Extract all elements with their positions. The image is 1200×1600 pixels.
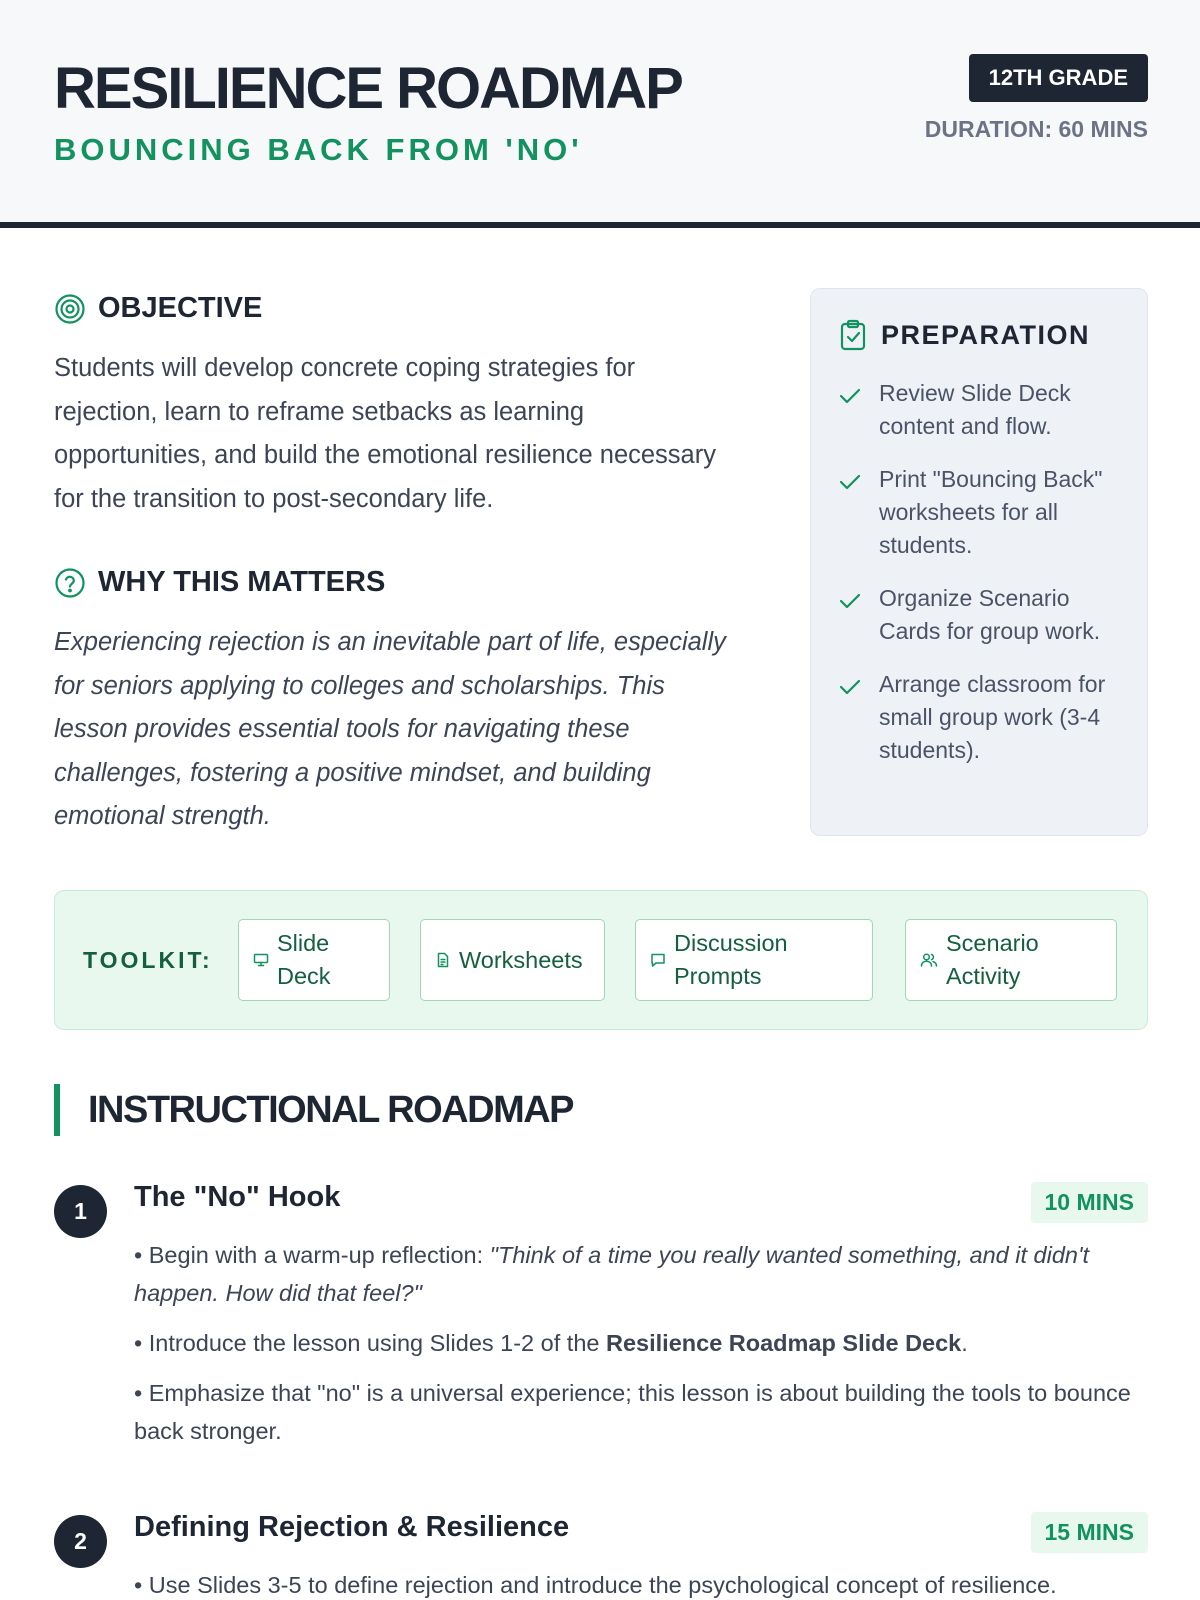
checkmark-icon	[839, 582, 863, 648]
objective-label: OBJECTIVE	[98, 292, 263, 324]
page-subtitle: BOUNCING BACK FROM 'NO'	[54, 132, 583, 167]
objective-text: Students will develop concrete coping strategies for rejection, learn to reframe setbacks as learning opportunities, and build the emotional resilience necessary for the transition to post-secondary life.	[54, 354, 716, 513]
bullet-text: • Begin with a warm-up reflection:	[134, 1242, 490, 1268]
step-bullet	[134, 1374, 1148, 1450]
step-bullet	[134, 1566, 1148, 1600]
target-icon	[54, 293, 86, 325]
preparation-item	[839, 377, 1135, 443]
clipboard-check-icon	[839, 319, 867, 351]
checkmark-icon	[839, 668, 863, 767]
page-header	[0, 0, 1200, 228]
bullet-resource: Resilience Roadmap Slide Deck	[606, 1330, 962, 1356]
step-number-badge: 2	[54, 1515, 107, 1568]
step-number-badge: 1	[54, 1185, 107, 1238]
checkmark-icon	[839, 377, 863, 443]
toolkit-label: TOOLKIT:	[83, 947, 213, 973]
why-text: Experiencing rejection is an inevitable part of life, especially for seniors applying to colleges and scholarships. This lesson provides essential tools for navigating these challenges, fostering a positive mindset, and building emotional strength.	[54, 628, 726, 830]
step-bullet	[134, 1324, 1148, 1362]
bullet-text: • Introduce the lesson using Slides 1-2 of the	[134, 1330, 606, 1356]
preparation-panel	[810, 288, 1148, 836]
roadmap-heading: INSTRUCTIONAL ROADMAP	[88, 1089, 574, 1131]
why-heading	[54, 566, 385, 599]
toolkit-item-discussion-prompts[interactable]	[635, 919, 873, 1001]
duration-label: DURATION: 60 MINS	[924, 116, 1148, 142]
preparation-label: PREPARATION	[881, 319, 1091, 350]
toolkit-panel	[54, 890, 1148, 1030]
preparation-item-text: Organize Scenario Cards for group work.	[879, 585, 1101, 644]
step-duration-badge: 15 MINS	[1031, 1512, 1148, 1553]
preparation-list	[839, 377, 1135, 787]
toolkit-item-scenario-activity[interactable]	[905, 919, 1117, 1001]
toolkit-item-label: Worksheets	[459, 946, 583, 973]
page-title: RESILIENCE ROADMAP	[54, 56, 682, 121]
step-title: Defining Rejection & Resilience	[134, 1511, 570, 1543]
step-title: The "No" Hook	[134, 1181, 341, 1213]
preparation-item-text: Review Slide Deck content and flow.	[879, 380, 1071, 439]
preparation-item	[839, 463, 1135, 562]
users-icon	[920, 952, 938, 968]
document-icon	[435, 952, 451, 968]
roadmap-accent-bar	[54, 1084, 60, 1136]
toolkit-item-label: Discussion Prompts	[674, 930, 788, 989]
toolkit-item-label: Slide Deck	[277, 930, 331, 989]
preparation-item-text: Print "Bouncing Back" worksheets for all students.	[879, 466, 1103, 558]
toolkit-item-slide-deck[interactable]	[238, 919, 390, 1001]
grade-badge: 12TH GRADE	[969, 54, 1148, 102]
bullet-quote: "Think of a time you really wanted something, and it didn't happen. How did that feel?"	[134, 1242, 1089, 1306]
preparation-item	[839, 582, 1135, 648]
step-bullet	[134, 1236, 1148, 1312]
bullet-text: • Emphasize that "no" is a universal experience; this lesson is about building the tools to bounce back stronger.	[134, 1380, 1131, 1444]
preparation-item	[839, 668, 1135, 767]
step-duration-badge: 10 MINS	[1031, 1182, 1148, 1223]
preparation-heading	[839, 319, 1090, 351]
step-bullet-list	[134, 1236, 1148, 1462]
step-bullet-list	[134, 1566, 1148, 1600]
toolkit-item-label: Scenario Activity	[946, 930, 1039, 989]
question-circle-icon	[54, 567, 86, 599]
chat-bubble-icon	[650, 952, 666, 968]
objective-heading	[54, 292, 262, 325]
bullet-text: • Use Slides 3-5 to define rejection and introduce the psychological concept of resilience.	[134, 1572, 1057, 1598]
toolkit-item-worksheets[interactable]	[420, 919, 605, 1001]
why-label: WHY THIS MATTERS	[98, 566, 386, 598]
preparation-item-text: Arrange classroom for small group work (3-4 students).	[879, 671, 1106, 763]
bullet-suffix: .	[961, 1330, 968, 1356]
presentation-icon	[253, 952, 269, 968]
checkmark-icon	[839, 463, 863, 562]
